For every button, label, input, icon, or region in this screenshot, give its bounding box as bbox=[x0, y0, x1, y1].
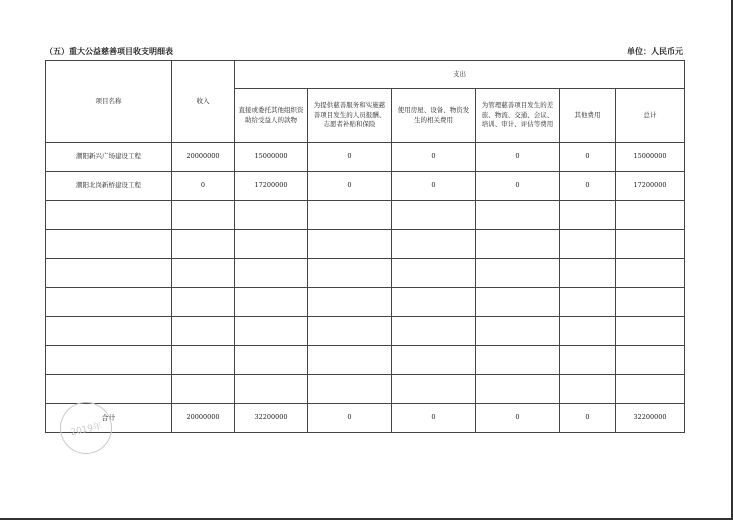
staff-cost-cell: 0 bbox=[308, 143, 392, 172]
empty-row bbox=[46, 346, 685, 375]
admin-cost-cell: 0 bbox=[476, 172, 560, 201]
direct-aid-cell: 17200000 bbox=[235, 172, 308, 201]
empty-row bbox=[46, 259, 685, 288]
table-row bbox=[46, 172, 685, 201]
other-cost-cell: 0 bbox=[560, 172, 616, 201]
admin-cost-cell: 0 bbox=[476, 143, 560, 172]
header-admin-cost: 为管理慈善项目发生的差旅、物流、交通、会议、培训、审计、评估等费用 bbox=[476, 89, 560, 143]
property-cost-cell: 0 bbox=[392, 143, 476, 172]
header-expense: 支出 bbox=[235, 61, 685, 89]
income-cell: 20000000 bbox=[172, 143, 235, 172]
summary-row bbox=[46, 404, 685, 433]
income-cell: 0 bbox=[172, 172, 235, 201]
header-total: 总计 bbox=[616, 89, 685, 143]
income-total-cell: 20000000 bbox=[172, 404, 235, 433]
seal-text: 2019年 bbox=[69, 421, 103, 438]
header-property-cost: 使用房屋、设备、物资发生的相关费用 bbox=[392, 89, 476, 143]
direct-aid-cell: 15000000 bbox=[235, 143, 308, 172]
currency-unit: 单位：人民币元 bbox=[627, 47, 683, 56]
table-row bbox=[46, 143, 685, 172]
header-staff-cost: 为提供慈善服务和实施慈善项目发生的人员报酬、志愿者补贴和保险 bbox=[308, 89, 392, 143]
header-other-cost: 其他费用 bbox=[560, 89, 616, 143]
property-cost-cell: 0 bbox=[392, 172, 476, 201]
grand-total-cell: 32200000 bbox=[616, 404, 685, 433]
staff-cost-total-cell: 0 bbox=[308, 404, 392, 433]
table-title: （五）重大公益慈善项目收支明细表 bbox=[45, 47, 173, 56]
income-expense-table bbox=[45, 60, 685, 433]
project-name-cell: 潮阳北岗新桥建设工程 bbox=[46, 172, 172, 201]
other-cost-cell: 0 bbox=[560, 143, 616, 172]
staff-cost-cell: 0 bbox=[308, 172, 392, 201]
direct-aid-total-cell: 32200000 bbox=[235, 404, 308, 433]
header-direct-aid: 直接或委托其他组织资助给受益人的款物 bbox=[235, 89, 308, 143]
header-project-name: 项目名称 bbox=[46, 61, 172, 143]
project-name-cell: 潮阳新兴广场建设工程 bbox=[46, 143, 172, 172]
total-cell: 15000000 bbox=[616, 143, 685, 172]
total-cell: 17200000 bbox=[616, 172, 685, 201]
header-income: 收入 bbox=[172, 61, 235, 143]
property-cost-total-cell: 0 bbox=[392, 404, 476, 433]
empty-row bbox=[46, 317, 685, 346]
empty-row bbox=[46, 288, 685, 317]
admin-cost-total-cell: 0 bbox=[476, 404, 560, 433]
empty-row bbox=[46, 230, 685, 259]
summary-label: 合计 bbox=[46, 404, 172, 433]
empty-row bbox=[46, 375, 685, 404]
other-cost-total-cell: 0 bbox=[560, 404, 616, 433]
empty-row bbox=[46, 201, 685, 230]
